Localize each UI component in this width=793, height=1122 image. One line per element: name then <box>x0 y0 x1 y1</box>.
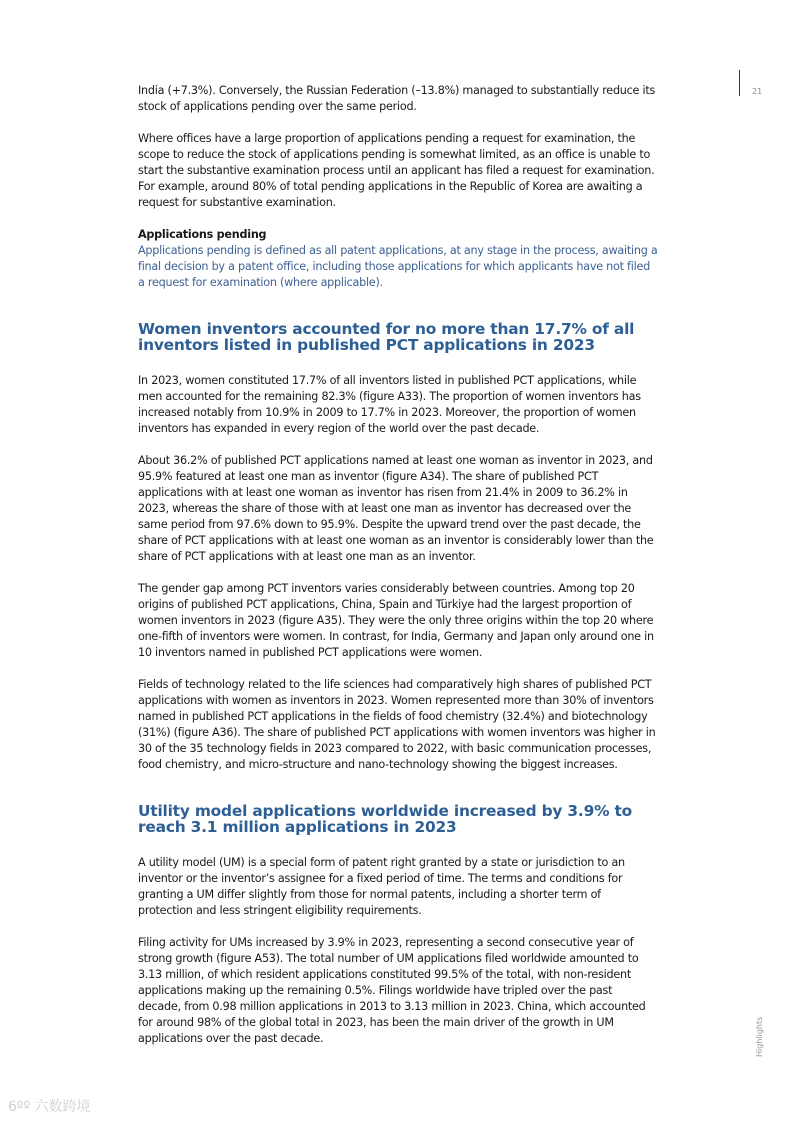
section-side-label: Highlights <box>755 1016 764 1057</box>
paragraph: A utility model (UM) is a special form of patent right granted by a state or jurisdiction to an inventor or the inventor’s assignee for a fixed period of time. The terms and conditions for granting a UM differ slightly from those for normal patents, including a shorter term of protection and less stringent eligibility requirements. <box>138 856 625 917</box>
page-content <box>138 83 658 1047</box>
section-heading-women-inventors: Women inventors accounted for no more than 17.7% of all inventors listed in published PCT applications in 2023 <box>138 320 635 354</box>
paragraph: About 36.2% of published PCT applications named at least one woman as inventor in 2023, and 95.9% featured at least one man as inventor (figure A34). The share of published PCT applications with at least one woman as inventor has risen from 21.4% in 2009 to 36.2% in 2023, whereas the share of those with at least one man as inventor has decreased over the same period from 97.6% down to 95.9%. Despite the upward trend over the past decade, the share of PCT applications with at least one woman as an inventor is considerably lower than the share of PCT applications with at least one man as an inventor. <box>138 454 654 563</box>
watermark-logo: 6ºº 六数跨境 <box>8 1099 91 1115</box>
page-number: 21 <box>752 87 763 96</box>
paragraph: In 2023, women constituted 17.7% of all inventors listed in published PCT applications, while men accounted for the remaining 82.3% (figure A33). The proportion of women inventors has increased notably from 10.9% in 2009 to 17.7% in 2023. Moreover, the proportion of women inventors has expanded in every region of the world over the past decade. <box>138 374 641 435</box>
paragraph: India (+7.3%). Conversely, the Russian Federation (–13.8%) managed to substantially reduce its stock of applications pending over the same period. <box>138 84 656 113</box>
definition-text: Applications pending is defined as all patent applications, at any stage in the process, awaiting a final decision by a patent office, including those applications for which applicants have not filed a request for examination (where applicable). <box>138 244 658 289</box>
paragraph: The gender gap among PCT inventors varies considerably between countries. Among top 20 origins of published PCT applications, China, Spain and Türkiye had the largest proportion of women inventors in 2023 (figure A35). They were the only three origins within the top 20 where one-fifth of inventors were women. In contrast, for India, Germany and Japan only around one in 10 inventors named in published PCT applications were women. <box>138 582 654 659</box>
definition-title: Applications pending <box>138 228 267 241</box>
paragraph: Fields of technology related to the life sciences had comparatively high shares of published PCT applications with women as inventors in 2023. Women represented more than 30% of inventors named in published PCT applications in the fields of food chemistry (32.4%) and biotechnology (31%) (figure A36). The share of published PCT applications with women inventors was higher in 30 of the 35 technology fields in 2023 compared to 2022, with basic communication processes, food chemistry, and micro-structure and nano-technology showing the biggest increases. <box>138 678 656 771</box>
paragraph: Filing activity for UMs increased by 3.9% in 2023, representing a second consecutive year of strong growth (figure A53). The total number of UM applications filed worldwide amounted to 3.13 million, of which resident applications constituted 99.5% of the total, with non-resident applications making up the remaining 0.5%. Filings worldwide have tripled over the past decade, from 0.98 million applications in 2013 to 3.13 million in 2023. China, which accounted for around 98% of the global total in 2023, has been the main driver of the growth in UM applications over the past decade. <box>138 936 646 1045</box>
section-heading-utility-models: Utility model applications worldwide increased by 3.9% to reach 3.1 million applications in 2023 <box>138 802 632 836</box>
definition-box <box>138 227 658 291</box>
paragraph: Where offices have a large proportion of applications pending a request for examination, the scope to reduce the stock of applications pending is somewhat limited, as an office is unable to start the substantive examination process until an applicant has filed a request for examination. For example, around 80% of total pending applications in the Republic of Korea are awaiting a request for substantive examination. <box>138 132 655 209</box>
page-number-rule <box>739 70 740 96</box>
